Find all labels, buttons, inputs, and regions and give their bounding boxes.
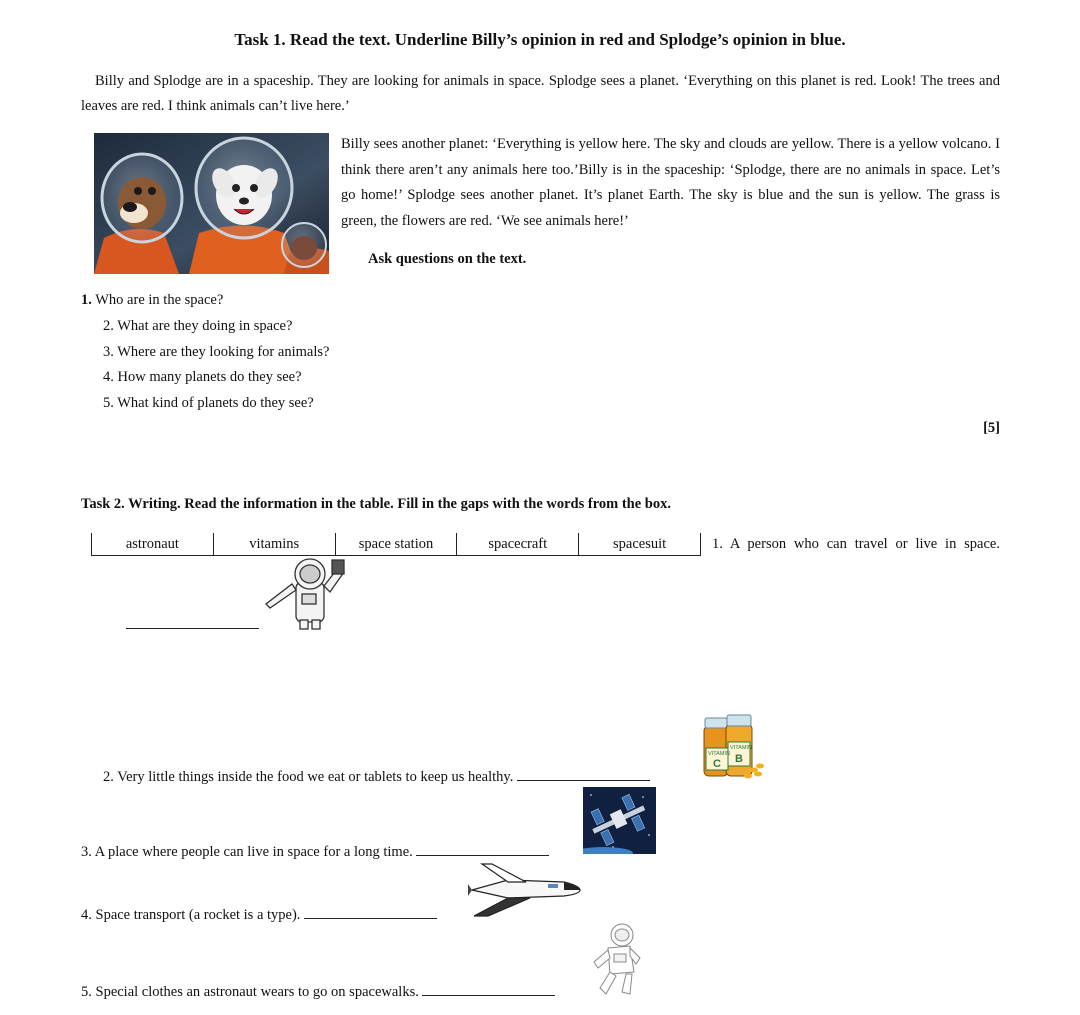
question-3 bbox=[103, 342, 329, 362]
space-station-icon bbox=[583, 787, 656, 854]
astronaut-icon bbox=[262, 556, 346, 630]
answer-blank-4[interactable] bbox=[304, 904, 437, 919]
score-mark: [5] bbox=[983, 420, 1000, 436]
answer-blank-2[interactable] bbox=[517, 766, 650, 781]
definition-text: 4. Space transport (a rocket is a type). bbox=[81, 907, 301, 923]
question-5 bbox=[103, 393, 314, 413]
spacesuit-icon bbox=[586, 922, 642, 998]
vitamin-label-text: VITAMIN bbox=[730, 745, 752, 751]
word-box-item: spacesuit bbox=[613, 536, 667, 552]
question-text: Who are in the space? bbox=[95, 292, 224, 308]
question-1 bbox=[81, 290, 223, 310]
word-box bbox=[91, 533, 701, 556]
word-box-item: spacecraft bbox=[457, 533, 579, 555]
question-text: How many planets do they see? bbox=[117, 369, 302, 385]
question-text: Where are they looking for animals? bbox=[117, 344, 330, 360]
definition-4 bbox=[81, 904, 437, 924]
definition-3 bbox=[81, 841, 549, 861]
answer-blank-3[interactable] bbox=[416, 841, 549, 856]
story-paragraph-2: Billy sees another planet: ‘Everything is yellow here. The sky and clouds are yellow. There is a yellow volcano. I think there aren’t any animals here too.’Billy is in the spaceship: ‘Splodge, there are no animals in space. Let’s go home!’ Splodge sees another planet. It’s planet Earth. The sky is blue and the sun is yellow. The grass is green, the flowers are red. ‘We see animals here!’ bbox=[341, 136, 1000, 229]
question-text: What are they doing in space? bbox=[117, 318, 293, 334]
ask-questions-heading: Ask questions on the text. bbox=[368, 251, 527, 267]
definition-2 bbox=[103, 766, 650, 786]
question-number: 3. bbox=[103, 344, 114, 360]
definition-text: 2. Very little things inside the food we eat or tablets to keep us healthy. bbox=[103, 769, 514, 785]
word-box-item: vitamins bbox=[214, 533, 336, 555]
vitamins-icon bbox=[698, 714, 766, 782]
question-number: 5. bbox=[103, 395, 114, 411]
question-4 bbox=[103, 367, 302, 387]
question-2 bbox=[103, 316, 292, 336]
question-text: What kind of planets do they see? bbox=[117, 395, 314, 411]
vitamin-label-text: VITAMIN bbox=[708, 751, 730, 757]
story-paragraph-1: Billy and Splodge are in a spaceship. They are looking for animals in space. Splodge sees a planet. ‘Everything on this planet is red. Look! The trees and leaves are red. I think animals can’t live here.’ bbox=[81, 73, 1000, 114]
question-number: 1. bbox=[81, 292, 92, 308]
answer-blank-1[interactable] bbox=[126, 614, 259, 634]
question-number: 4. bbox=[103, 369, 114, 385]
task2-title: Task 2. Writing. Read the information in the table. Fill in the gaps with the words from the box. bbox=[81, 496, 671, 512]
definition-text: 5. Special clothes an astronaut wears to go on spacewalks. bbox=[81, 984, 419, 1000]
definition-1: 1. A person who can travel or live in space. bbox=[712, 536, 1000, 552]
word-box-item: astronaut bbox=[92, 533, 214, 555]
task1-title: Task 1. Read the text. Underline Billy’s opinion in red and Splodge’s opinion in blue. bbox=[234, 30, 846, 49]
vitamin-letter-b: B bbox=[735, 753, 743, 765]
answer-blank-5[interactable] bbox=[422, 981, 555, 996]
definition-text: 3. A place where people can live in space for a long time. bbox=[81, 844, 413, 860]
question-number: 2. bbox=[103, 318, 114, 334]
cartoon-dogs-astronauts-image bbox=[94, 133, 329, 274]
space-shuttle-icon bbox=[468, 862, 582, 918]
word-box-item: space station bbox=[336, 533, 458, 555]
definition-5 bbox=[81, 981, 555, 1001]
vitamin-letter-c: C bbox=[713, 758, 721, 770]
